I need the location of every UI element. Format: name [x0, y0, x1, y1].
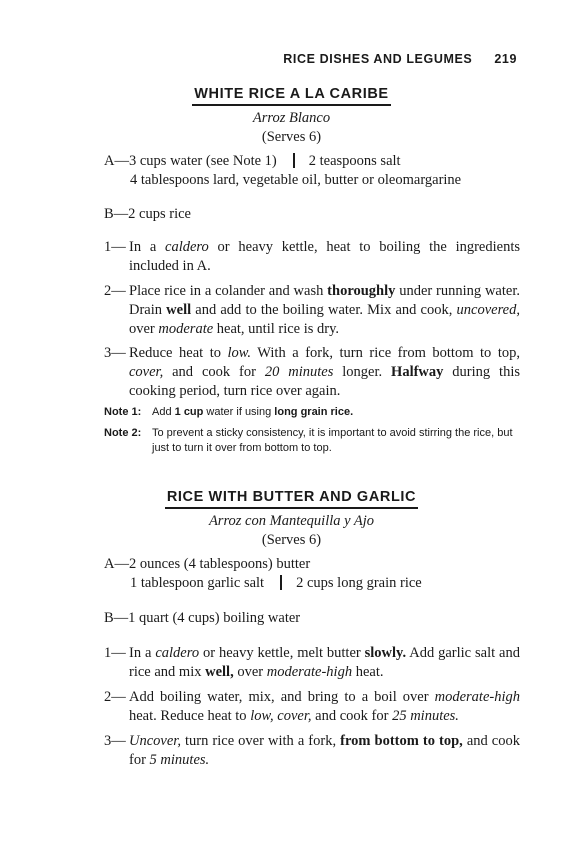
recipe-step: 1— In a caldero or heavy kettle, melt butter slowly. Add garlic salt and rice and mix well, over moderate-high heat.: [104, 645, 520, 680]
recipe-step: 1— In a caldero or heavy kettle, heat to boiling the ingredients included in A.: [104, 239, 520, 274]
recipe-step: 3— Reduce heat to low. With a fork, turn rice from bottom to top, cover, and cook for 20 minutes longer. Halfway during this cooking period, turn rice over again.: [104, 345, 521, 399]
recipe-step: 2— Add boiling water, mix, and bring to a boil over moderate-high heat. Reduce heat to low, cover, and cook for 25 minutes.: [104, 689, 520, 724]
ingredient-group-a: A—2 ounces (4 tablespoons) butter: [104, 556, 311, 572]
column-divider: [293, 153, 295, 168]
ingredient-group-a: A—3 cups water (see Note 1) 2 teaspoons salt: [104, 153, 401, 169]
ingredient-line: 1 tablespoon garlic salt 2 cups long grain rice: [130, 575, 422, 591]
recipe-step: 3— Uncover, turn rice over with a fork, from bottom to top, and cook for 5 minutes.: [104, 733, 520, 768]
column-divider: [280, 575, 282, 590]
recipe-note: Note 2: To prevent a sticky consistency, it is important to avoid stirring the rice, but just to turn it over from bottom to top.: [104, 427, 513, 454]
recipe-note: Note 1: Add 1 cup water if using long grain rice.: [104, 406, 354, 418]
recipe-serves: (Serves 6): [261, 532, 322, 548]
ingredient-group-b: B—2 cups rice: [104, 206, 191, 222]
recipe-title: WHITE RICE A LA CARIBE: [0, 86, 583, 102]
running-head: [283, 52, 517, 66]
page-number: 219: [494, 52, 517, 66]
running-head-title: RICE DISHES AND LEGUMES: [283, 52, 473, 66]
recipe-title: RICE WITH BUTTER AND GARLIC: [0, 489, 583, 505]
recipe-spanish-name: Arroz con Mantequilla y Ajo: [208, 513, 375, 529]
ingredient-group-b: B—1 quart (4 cups) boiling water: [104, 610, 301, 626]
recipe-serves: (Serves 6): [261, 129, 322, 145]
ingredient-line: 4 tablespoons lard, vegetable oil, butter or oleomargarine: [130, 172, 462, 188]
recipe-step: 2— Place rice in a colander and wash thoroughly under running water. Drain well and add to the boiling water. Mix and cook, uncovered, over moderate heat, until rice is dry.: [104, 283, 520, 337]
recipe-spanish-name: Arroz Blanco: [252, 110, 331, 126]
